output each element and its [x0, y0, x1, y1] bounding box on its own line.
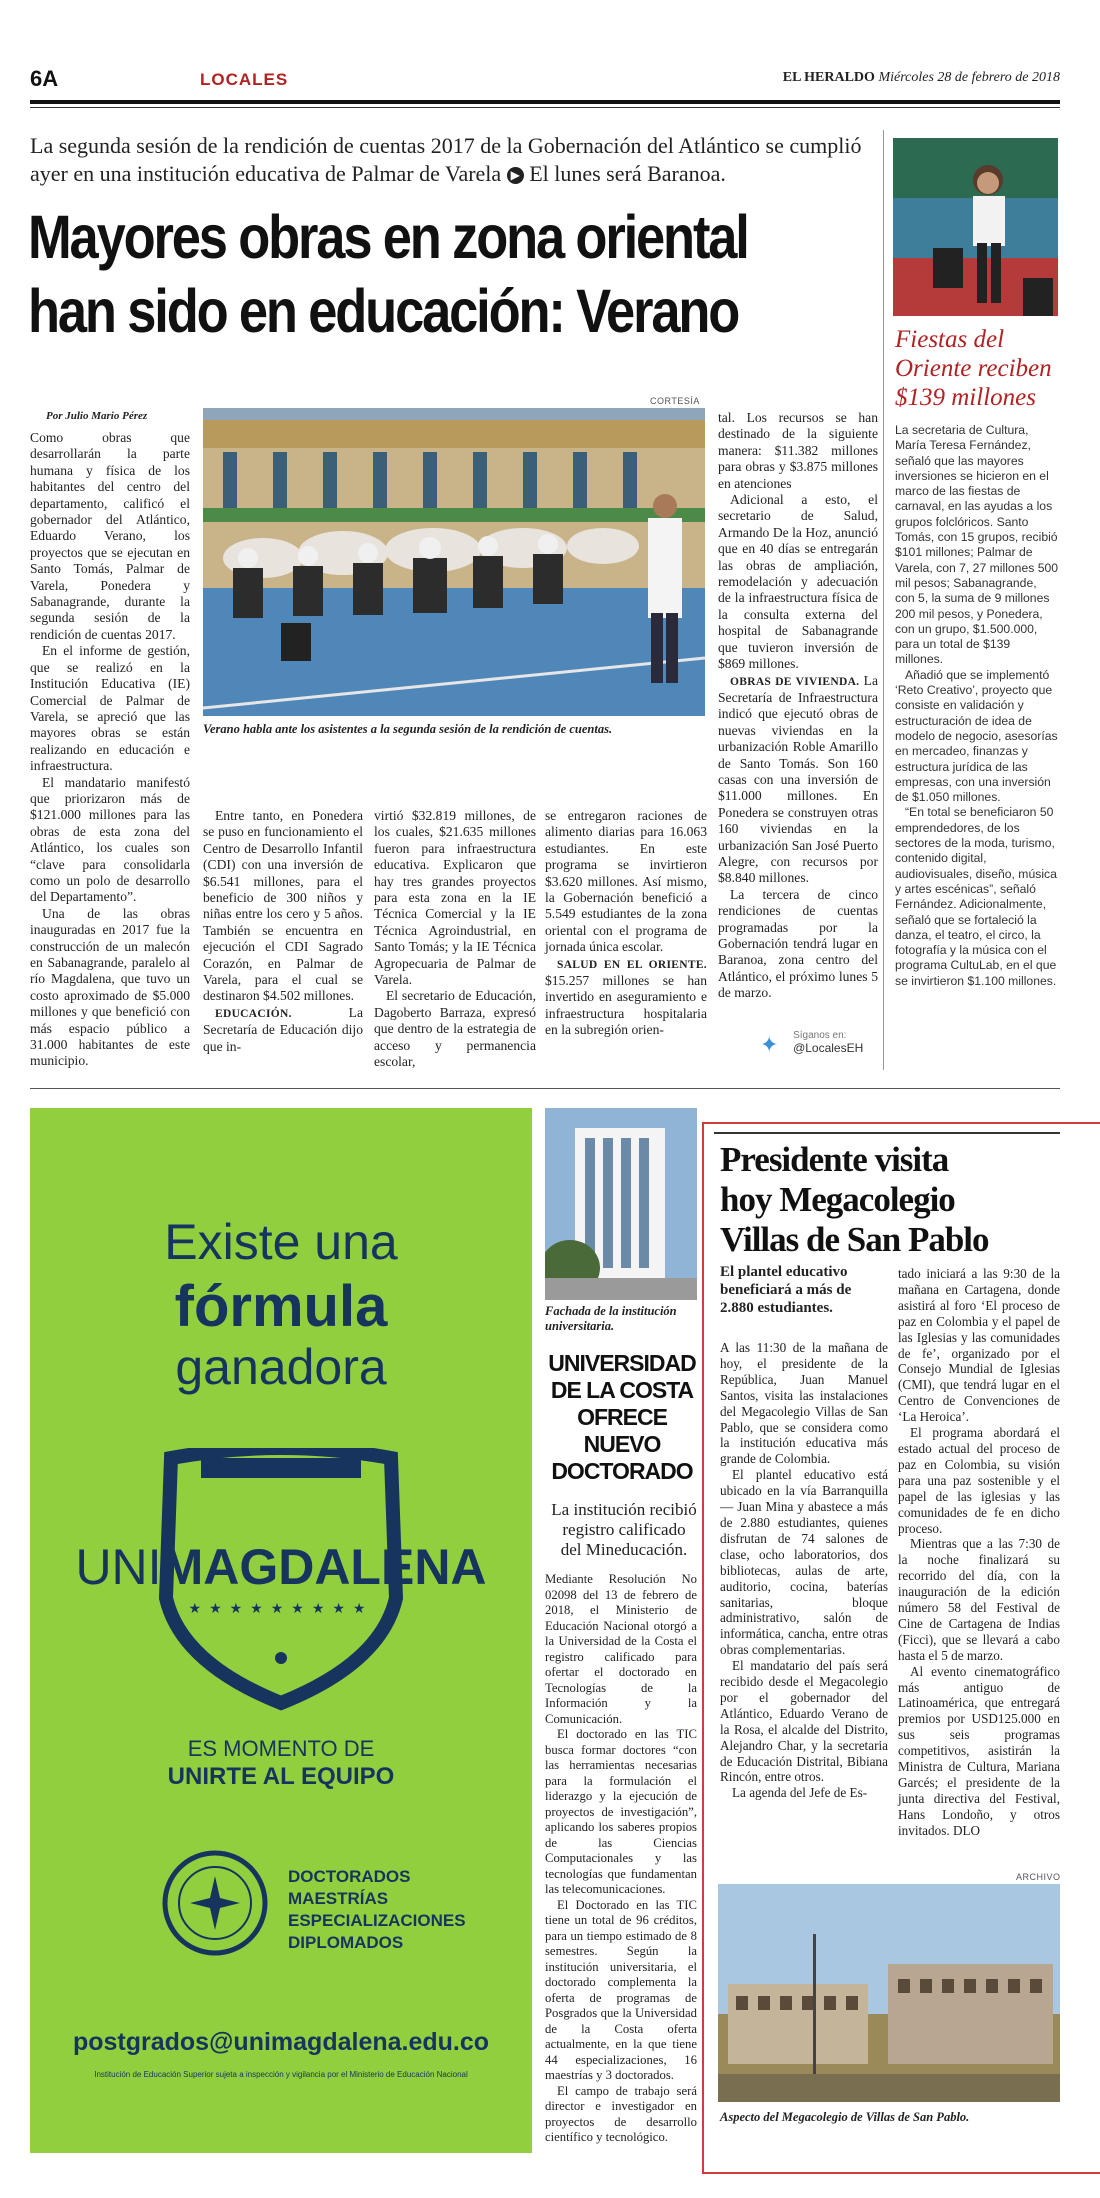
paragraph: En el informe de gestión, que se realizó en la Institución Educativa (IE) Comercial de Palmar de Varela, se apreció que las mayores obras se están realizando en educación e infraestructura. — [30, 643, 190, 774]
main-col-2 — [203, 808, 363, 1055]
program-item: DOCTORADOS — [288, 1867, 411, 1886]
brand-magdalena: MAGDALENA — [161, 1539, 487, 1595]
sidebar-divider — [883, 130, 884, 1070]
ad-line3: ganadora — [175, 1339, 387, 1395]
president-col-2 — [898, 1266, 1060, 1839]
photo-credit: CORTESÍA — [650, 396, 700, 406]
president-headline-line3: Villas de San Pablo — [720, 1220, 989, 1259]
follow-handle[interactable]: @LocalesEH — [793, 1041, 864, 1055]
president-headline-line1: Presidente visita — [720, 1140, 949, 1179]
president-headline-line2: hoy Megacolegio — [720, 1180, 955, 1219]
main-headline-line1: Mayores obras en zona oriental — [28, 203, 748, 271]
cuc-deck: La institución recibió registro calificado del Mineducación. — [551, 1500, 697, 1559]
paragraph: tado iniciará a las 9:30 de la mañana en Cartagena, donde asistirá al foro ‘El proceso de paz en Colombia y el papel de las Iglesias y las comunidades de fe’, organizado por el Consejo Mundial de Iglesias (CMI), que tendrá lugar en el Centro de Convenciones de ‘La Heroica’. — [898, 1266, 1060, 1425]
building-image — [545, 1108, 697, 1300]
paragraph: El doctorado en las TIC busca formar doctores “con las herramientas necesarias para la formulación el liderazgo y la ejecución de proyectos de investigación”, aplicando los saberes propios de las Ciencias Computacionales y las tecnologías que fundamentan las telecomunicaciones. — [545, 1727, 697, 1896]
brand-uni: UNI — [75, 1539, 162, 1595]
subhead-vivienda: OBRAS DE VIVIENDA. — [730, 675, 860, 688]
main-col-5 — [718, 410, 878, 1002]
paragraph: Como obras que desarrollarán la parte humana y física de los habitantes del centro del departamento, calificó el gobernador del Atlántico, Eduardo Verano, los proyectos que se ejecutan en Santo Tomás, Palmar de Varela, Ponedera y Sabanagrande, durante la segunda sesión de la rendición de cuentas 2017. — [30, 430, 190, 642]
paragraph: Añadió que se implementó ‘Reto Creativo’, proyecto que consiste en validación y estructuración de idea de modelo de negocio, asesorías en mercadeo, finanzas y estructura jurídica de las empresas, con una inversión de $1.050 millones. — [895, 667, 1058, 805]
paragraph: La Secretaría de Educación dijo que in- — [203, 1004, 363, 1054]
president-headline — [720, 1140, 1060, 1260]
ad-fine-print: Institución de Educación Superior sujeta a inspección y vigilancia por el Ministerio de Educación Nacional — [94, 2070, 468, 2079]
ad-email[interactable]: postgrados@unimagdalena.edu.co — [72, 2028, 490, 2056]
follow-label: Síganos en: — [793, 1030, 847, 1041]
university-seal-icon — [160, 1848, 270, 1958]
paragraph: La secretaria de Cultura, María Teresa Fernández, señaló que las mayores inversiones se hicieron en el marco de las fiestas de carnaval, en las ayudas a los grupos folclóricos. Santo Tomás, con 15 grupos, recibió $101 millones; Palmar de Varela, con 7, 27 millones 500 mil pesos; Sabanagrande, con 5, la suma de 9 millones 200 mil pesos, y Ponedera, con un grupo, $1.500.000, para un total de $139 millones. — [895, 423, 1059, 667]
kicker-tail: El lunes será Baranoa. — [529, 161, 726, 186]
unimagdalena-ad[interactable] — [30, 1108, 532, 2153]
cuc-headline: UNIVERSIDAD DE LA COSTA OFRECE NUEVO DOCTORADO — [548, 1350, 696, 1484]
issue-date: Miércoles 28 de febrero de 2018 — [878, 70, 1060, 85]
header-rule — [30, 100, 1060, 104]
paragraph: Mediante Resolución No 02098 del 13 de febrero de 2018, el Ministerio de Educación Nacional otorgó a la Universidad de la Costa el registro calificado para ofertar el doctorado en Tecnologías de la Información y la Comunicación. — [545, 1572, 697, 1726]
paragraph: tal. Los recursos se han destinado de la siguiente manera: $11.382 millones para obras y $3.875 millones en atenciones — [718, 410, 878, 491]
cuc-photo — [545, 1108, 697, 1300]
main-headline — [28, 200, 888, 348]
president-photo — [718, 1884, 1060, 2102]
paragraph: El secretario de Educación, Dagoberto Barraza, expresó que dentro de la estrategia de acceso y permanencia escolar, — [374, 988, 536, 1070]
paragraph: El Doctorado en las TIC tiene un total de 96 créditos, para un tiempo estimado de 8 semestres. Según la institución universitaria, el doctorado complementa la oferta de programas de Posgrados que la Universidad de la Costa oferta actualmente, en la que tiene 44 especializaciones, 16 maestrías y 3 doctorados. — [545, 1897, 697, 2082]
paragraph: El plantel educativo está ubicado en la vía Barranquilla — Juan Mina y abastece a más de 2.880 estudiantes, quienes disfrutan de 74 salones de clase, ocho laboratorios, dos bibliotecas, aulas de arte, auditorio, cocina, baterías sanitarias, bloque administrativo, salón de informática, cancha, entre otras obras complementarias. — [720, 1467, 888, 1658]
ad-programs — [288, 1866, 466, 1954]
paragraph: El mandatario del país será recibido desde el Megacolegio por el gobernador del Atlántico, Eduardo Verano de la Rosa, el alcalde del Distrito, Alejandro Char, y la secretaria de Educación Distrital, Bibiana Rincón, entre otros. — [720, 1658, 888, 1785]
section-rule — [30, 1088, 1060, 1089]
kicker-text: La segunda sesión de la rendición de cuentas 2017 de la Gobernación del Atlántico se cumplió ayer en una institución educativa de Palmar de Varela — [30, 133, 862, 186]
subhead-educacion: EDUCACIÓN. — [215, 1007, 292, 1020]
follow-us[interactable] — [760, 1030, 863, 1055]
president-photo-caption: Aspecto del Megacolegio de Villas de San Pablo. — [720, 2110, 970, 2124]
cuc-photo-caption: Fachada de la institución universitaria. — [545, 1304, 677, 1333]
auditorium-image — [203, 408, 705, 716]
paragraph: El campo de trabajo será director e investigador en proyectos de desarrollo científico y tecnológico. — [545, 2083, 697, 2144]
paragraph: La tercera de cinco rendiciones de cuentas programadas por la Gobernación tendrá lugar en Baranoa, zona centro del Atlántico, el próximo lunes 5 de marzo. — [718, 886, 878, 1001]
president-col-1 — [720, 1340, 888, 1801]
paragraph: virtió $32.819 millones, de los cuales, $21.635 millones fueron para infraestructura educativa. Explicaron que hay tres grandes proyectos para esta zona en la IE Técnica Comercial y la IE Técnica Agroindustrial, en Santo Tomás; y la IE Técnica Agropecuaria de Palmar de Varela. — [374, 808, 536, 988]
main-photo — [203, 408, 705, 716]
president-photo-credit: ARCHIVO — [1016, 1872, 1061, 1882]
paragraph: A las 11:30 de la mañana de hoy, el presidente de la República, Juan Manuel Santos, visita las instalaciones del Megacolegio Villas de San Pablo, que se considera como la institución educativa más grande de Colombia. — [720, 1340, 888, 1467]
header-rule-thin — [30, 107, 1060, 108]
cuc-body — [545, 1572, 697, 2146]
main-photo-caption: Verano habla ante los asistentes a la segunda sesión de la rendición de cuentas. — [203, 722, 613, 736]
ad-slogan2: UNIRTE AL EQUIPO — [167, 1763, 395, 1790]
paragraph: La Secretaría de Infraestructura indicó que ejecutó obras de nuevas viviendas en la urbanización Roble Amarillo de Santo Tomás. Son 160 casas con una inversión de $11.000 millones. En Ponedera se construyen otras 160 viviendas en la urbanización San José Puerto Alegre, con recursos por $8.840 millones. — [718, 672, 878, 886]
paragraph: El programa abordará el estado actual del proceso de paz en Colombia, su visión para una paz sostenible y el papel de las iglesias y las comunidades de fe en dicho proceso. — [898, 1425, 1060, 1536]
page-number: 6A — [30, 66, 59, 91]
paragraph: “En total se beneficiaron 50 emprendedores, de los sectores de la moda, turismo, contenido digital, audiovisuales, diseño, música y artes escénicas”, señaló Fernández. Adicionalmente, señaló que se fortaleció la danza, el teatro, el circo, la fotografía y la música con el programa CultuLab, en el que se invirtieron $1.100 millones. — [895, 805, 1057, 988]
paragraph: Una de las obras inauguradas en 2017 fue la construcción de un malecón en Sabanagrande, paralelo al río Magdalena, que tuvo un costo aproximado de $5.000 millones y que benefició con más espacio público a 31.000 habitantes de este municipio. — [30, 905, 190, 1069]
kicker — [30, 132, 880, 188]
section-name: LOCALES — [200, 70, 289, 89]
paragraph: Entre tanto, en Ponedera se puso en funcionamiento el Centro de Desarrollo Infantil (CDI) con una inversión de $6.541 millones, para el beneficio de 300 niños y niñas entre los cero y 5 años. También se encuentra en ejecución el CDI Sagrado Corazón, en Palmar de Varela, para el cual se destinaron $4.502 millones. — [203, 808, 363, 1004]
arrow-circle-icon: ▶ — [507, 167, 524, 184]
president-deck: El plantel educativo beneficiará a más de 2.880 estudiantes. — [720, 1264, 852, 1316]
ad-line1: Existe una — [164, 1214, 398, 1270]
main-headline-line2: han sido en educación: Verano — [28, 277, 739, 345]
paragraph: El mandatario manifestó que priorizaron más de $121.000 millones para las obras de esta zona del Atlántico, los cuales son “clave para consolidarla como un polo de desarrollo del Departamento”. — [30, 774, 190, 905]
twitter-bird-icon: ✦ — [760, 1031, 779, 1057]
paragraph: $15.257 millones se han invertido en aseguramiento e infraestructura hospitalaria en la subregión orien- — [545, 973, 707, 1038]
ad-slogan1: ES MOMENTO DE — [187, 1736, 375, 1761]
sidebar-photo — [893, 138, 1058, 316]
masthead — [783, 70, 1060, 86]
paragraph: La agenda del Jefe de Es- — [732, 1785, 868, 1801]
byline: Por Julio Mario Pérez — [46, 410, 148, 422]
program-item: ESPECIALIZACIONES — [288, 1911, 466, 1930]
ad-brand — [30, 1538, 532, 1596]
sidebar-headline: Fiestas del Oriente reciben $139 millones — [895, 326, 1052, 411]
ad-stars: ★★★★★★★★★ — [188, 1600, 374, 1616]
program-item: MAESTRÍAS — [288, 1889, 389, 1908]
subhead-salud: SALUD EN EL ORIENTE. — [557, 958, 707, 971]
sidebar-body — [895, 423, 1059, 989]
newspaper-name: EL HERALDO — [782, 70, 875, 85]
speaker-image — [893, 138, 1058, 316]
paragraph: Mientras que a las 7:30 de la noche finalizará su recorrido del día, con la inauguración de la edición número 58 del Festival de Cine de Cartagena de Indias (Ficci), que se llevará a cabo hasta el 5 de marzo. — [898, 1536, 1060, 1663]
main-col-4 — [545, 808, 707, 1039]
paragraph: se entregaron raciones de alimento diarias para 16.063 estudiantes. En este programa se invirtieron $3.620 millones. Así mismo, la Gobernación benefició a 5.549 estudiantes de la zona oriental con el programa de jornada única escolar. — [545, 808, 707, 955]
president-top-rule — [714, 1132, 1060, 1134]
school-building-image — [718, 1884, 1060, 2102]
paragraph: Adicional a esto, el secretario de Salud, Armando De la Hoz, anunció que en 40 días se entregarán las obras de ampliación, remodelación y adecuación de la infraestructura física de la consulta externa del hospital de Sabanagrande que tuvieron inversión de $869 millones. — [718, 492, 878, 672]
ad-line2: fórmula — [174, 1274, 388, 1339]
main-col-1 — [30, 430, 190, 1070]
paragraph: Al evento cinematográfico más antiguo de Latinoamérica, que entregará premios por USD125.000 en sus seis programas competitivos, asistirán la Ministra de Cultura, Mariana Garcés; el presidente de la junta directiva del Festival, Hans Londoño, y otros invitados. DLO — [898, 1663, 1060, 1838]
program-item: DIPLOMADOS — [288, 1933, 404, 1952]
main-col-3 — [374, 808, 536, 1071]
